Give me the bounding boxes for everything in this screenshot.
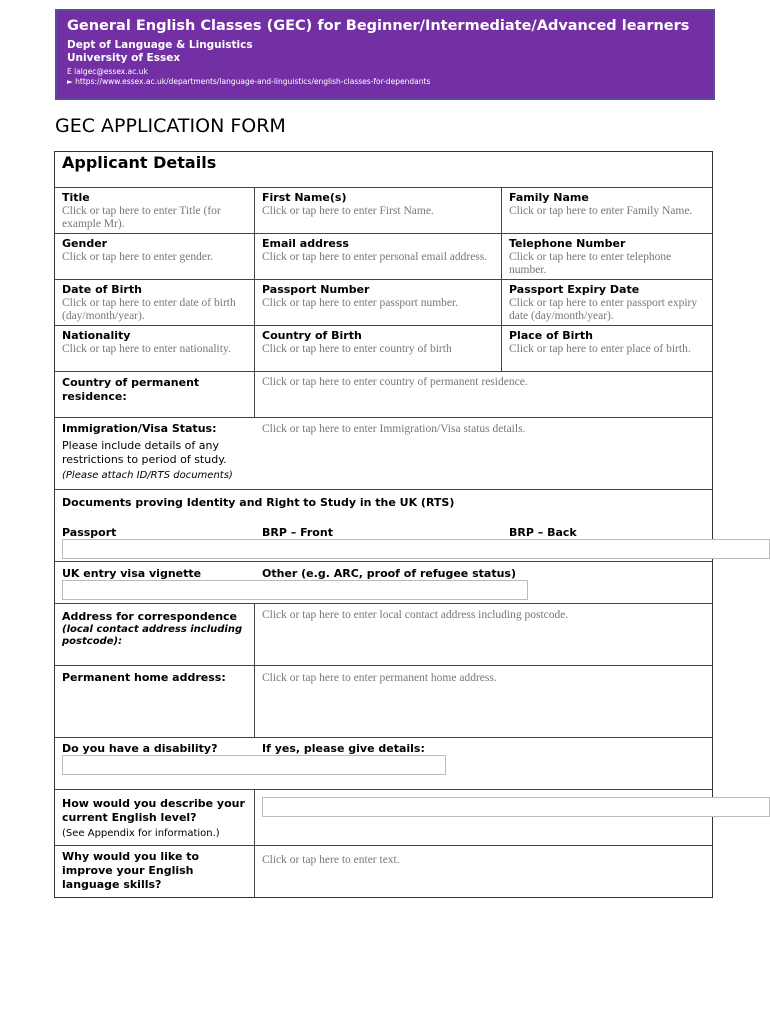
- correspondence-label: Address for correspondence: [62, 610, 238, 623]
- permanent-home-field[interactable]: Click or tap here to enter permanent home address.: [262, 672, 497, 684]
- email-field[interactable]: Click or tap here to enter personal email address.: [262, 251, 488, 263]
- section-title: Applicant Details: [62, 153, 217, 172]
- disability-label: Do you have a disability?: [62, 742, 218, 755]
- row-divider: [54, 561, 713, 562]
- header-title: General English Classes (GEC) for Beginner/Intermediate/Advanced learners: [67, 18, 690, 34]
- dob-cell: [62, 283, 248, 323]
- row-divider: [54, 737, 713, 738]
- row-divider: [54, 665, 713, 666]
- visa-upload-box[interactable]: [62, 580, 528, 600]
- place-of-birth-label: Place of Birth: [509, 329, 593, 342]
- title-cell: [62, 191, 248, 231]
- nationality-field[interactable]: Click or tap here to enter nationality.: [62, 343, 231, 355]
- email-cell: [262, 237, 496, 264]
- gender-cell: [62, 237, 248, 264]
- header-url[interactable]: ► https://www.essex.ac.uk/departments/language-and-linguistics/english-classes-for-dependants: [67, 77, 431, 86]
- documents-upload-box[interactable]: [62, 539, 770, 559]
- header-email[interactable]: E lalgec@essex.ac.uk: [67, 67, 148, 76]
- passport-number-label: Passport Number: [262, 283, 370, 296]
- disability-input[interactable]: [62, 755, 446, 775]
- place-of-birth-field[interactable]: Click or tap here to enter place of birth.: [509, 343, 691, 355]
- english-level-cell: [62, 797, 252, 840]
- col-divider: [254, 187, 255, 417]
- passport-expiry-field[interactable]: Click or tap here to enter passport expiry date (day/month/year).: [509, 297, 698, 322]
- why-improve-field[interactable]: Click or tap here to enter text.: [262, 854, 400, 866]
- other-doc-label: Other (e.g. ARC, proof of refugee status): [262, 567, 516, 580]
- country-permanent-label: Country of permanent residence:: [62, 376, 200, 403]
- brp-front-label: BRP – Front: [262, 526, 333, 539]
- row-divider: [54, 371, 713, 372]
- english-level-dropdown[interactable]: [262, 797, 770, 817]
- immigration-label: Immigration/Visa Status:: [62, 422, 217, 435]
- family-name-label: Family Name: [509, 191, 589, 204]
- first-name-cell: [262, 191, 496, 218]
- col-divider: [501, 187, 502, 371]
- place-of-birth-cell: [509, 329, 707, 356]
- dob-label: Date of Birth: [62, 283, 142, 296]
- visa-vignette-label: UK entry visa vignette: [62, 567, 202, 580]
- why-improve-label: Why would you like to improve your English language skills?: [62, 850, 200, 891]
- row-divider: [54, 845, 713, 846]
- immigration-text: Please include details of any restrictions to period of study.: [62, 439, 227, 466]
- dob-field[interactable]: Click or tap here to enter date of birth (day/month/year).: [62, 297, 236, 322]
- gender-label: Gender: [62, 237, 108, 250]
- country-of-birth-cell: [262, 329, 496, 356]
- english-level-note: (See Appendix for information.): [62, 828, 220, 839]
- family-name-cell: [509, 191, 707, 218]
- passport-number-cell: [262, 283, 496, 310]
- telephone-field[interactable]: Click or tap here to enter telephone number.: [509, 251, 672, 276]
- row-divider: [54, 279, 713, 280]
- telephone-label: Telephone Number: [509, 237, 626, 250]
- immigration-field[interactable]: Click or tap here to enter Immigration/Visa status details.: [262, 423, 526, 435]
- english-level-label: How would you describe your current English level?: [62, 797, 245, 824]
- correspondence-field[interactable]: Click or tap here to enter local contact address including postcode.: [262, 609, 569, 621]
- form-title: GEC APPLICATION FORM: [55, 115, 286, 137]
- passport-doc-label: Passport: [62, 526, 117, 539]
- first-name-field[interactable]: Click or tap here to enter First Name.: [262, 205, 434, 217]
- row-divider: [54, 789, 713, 790]
- title-field[interactable]: Click or tap here to enter Title (for example Mr).: [62, 205, 221, 230]
- row-divider: [54, 603, 713, 604]
- gender-field[interactable]: Click or tap here to enter gender.: [62, 251, 214, 263]
- correspondence-note: (local contact address including postcode):: [62, 624, 243, 647]
- email-label: Email address: [262, 237, 349, 250]
- header-university: University of Essex: [67, 52, 181, 64]
- nationality-label: Nationality: [62, 329, 131, 342]
- col-divider: [254, 603, 255, 737]
- col-divider: [254, 789, 255, 897]
- immigration-note: (Please attach ID/RTS documents): [62, 470, 233, 481]
- documents-heading: Documents proving Identity and Right to Study in the UK (RTS): [62, 496, 455, 509]
- correspondence-cell: [62, 610, 250, 648]
- passport-number-field[interactable]: Click or tap here to enter passport number.: [262, 297, 459, 309]
- nationality-cell: [62, 329, 248, 356]
- country-of-birth-field[interactable]: Click or tap here to enter country of birth: [262, 343, 452, 355]
- permanent-home-label: Permanent home address:: [62, 671, 226, 684]
- brp-back-label: BRP – Back: [509, 526, 577, 539]
- country-of-birth-label: Country of Birth: [262, 329, 362, 342]
- passport-expiry-label: Passport Expiry Date: [509, 283, 640, 296]
- row-divider: [54, 325, 713, 326]
- header-banner: [55, 9, 715, 100]
- row-divider: [54, 233, 713, 234]
- first-name-label: First Name(s): [262, 191, 347, 204]
- disability-details-label: If yes, please give details:: [262, 742, 425, 755]
- immigration-cell: [62, 422, 252, 482]
- row-divider: [54, 489, 713, 490]
- row-divider: [54, 417, 713, 418]
- row-divider: [54, 187, 713, 188]
- header-dept: Dept of Language & Linguistics: [67, 39, 253, 51]
- country-permanent-field[interactable]: Click or tap here to enter country of permanent residence.: [262, 376, 528, 388]
- family-name-field[interactable]: Click or tap here to enter Family Name.: [509, 205, 693, 217]
- telephone-cell: [509, 237, 707, 277]
- title-label: Title: [62, 191, 90, 204]
- passport-expiry-cell: [509, 283, 707, 323]
